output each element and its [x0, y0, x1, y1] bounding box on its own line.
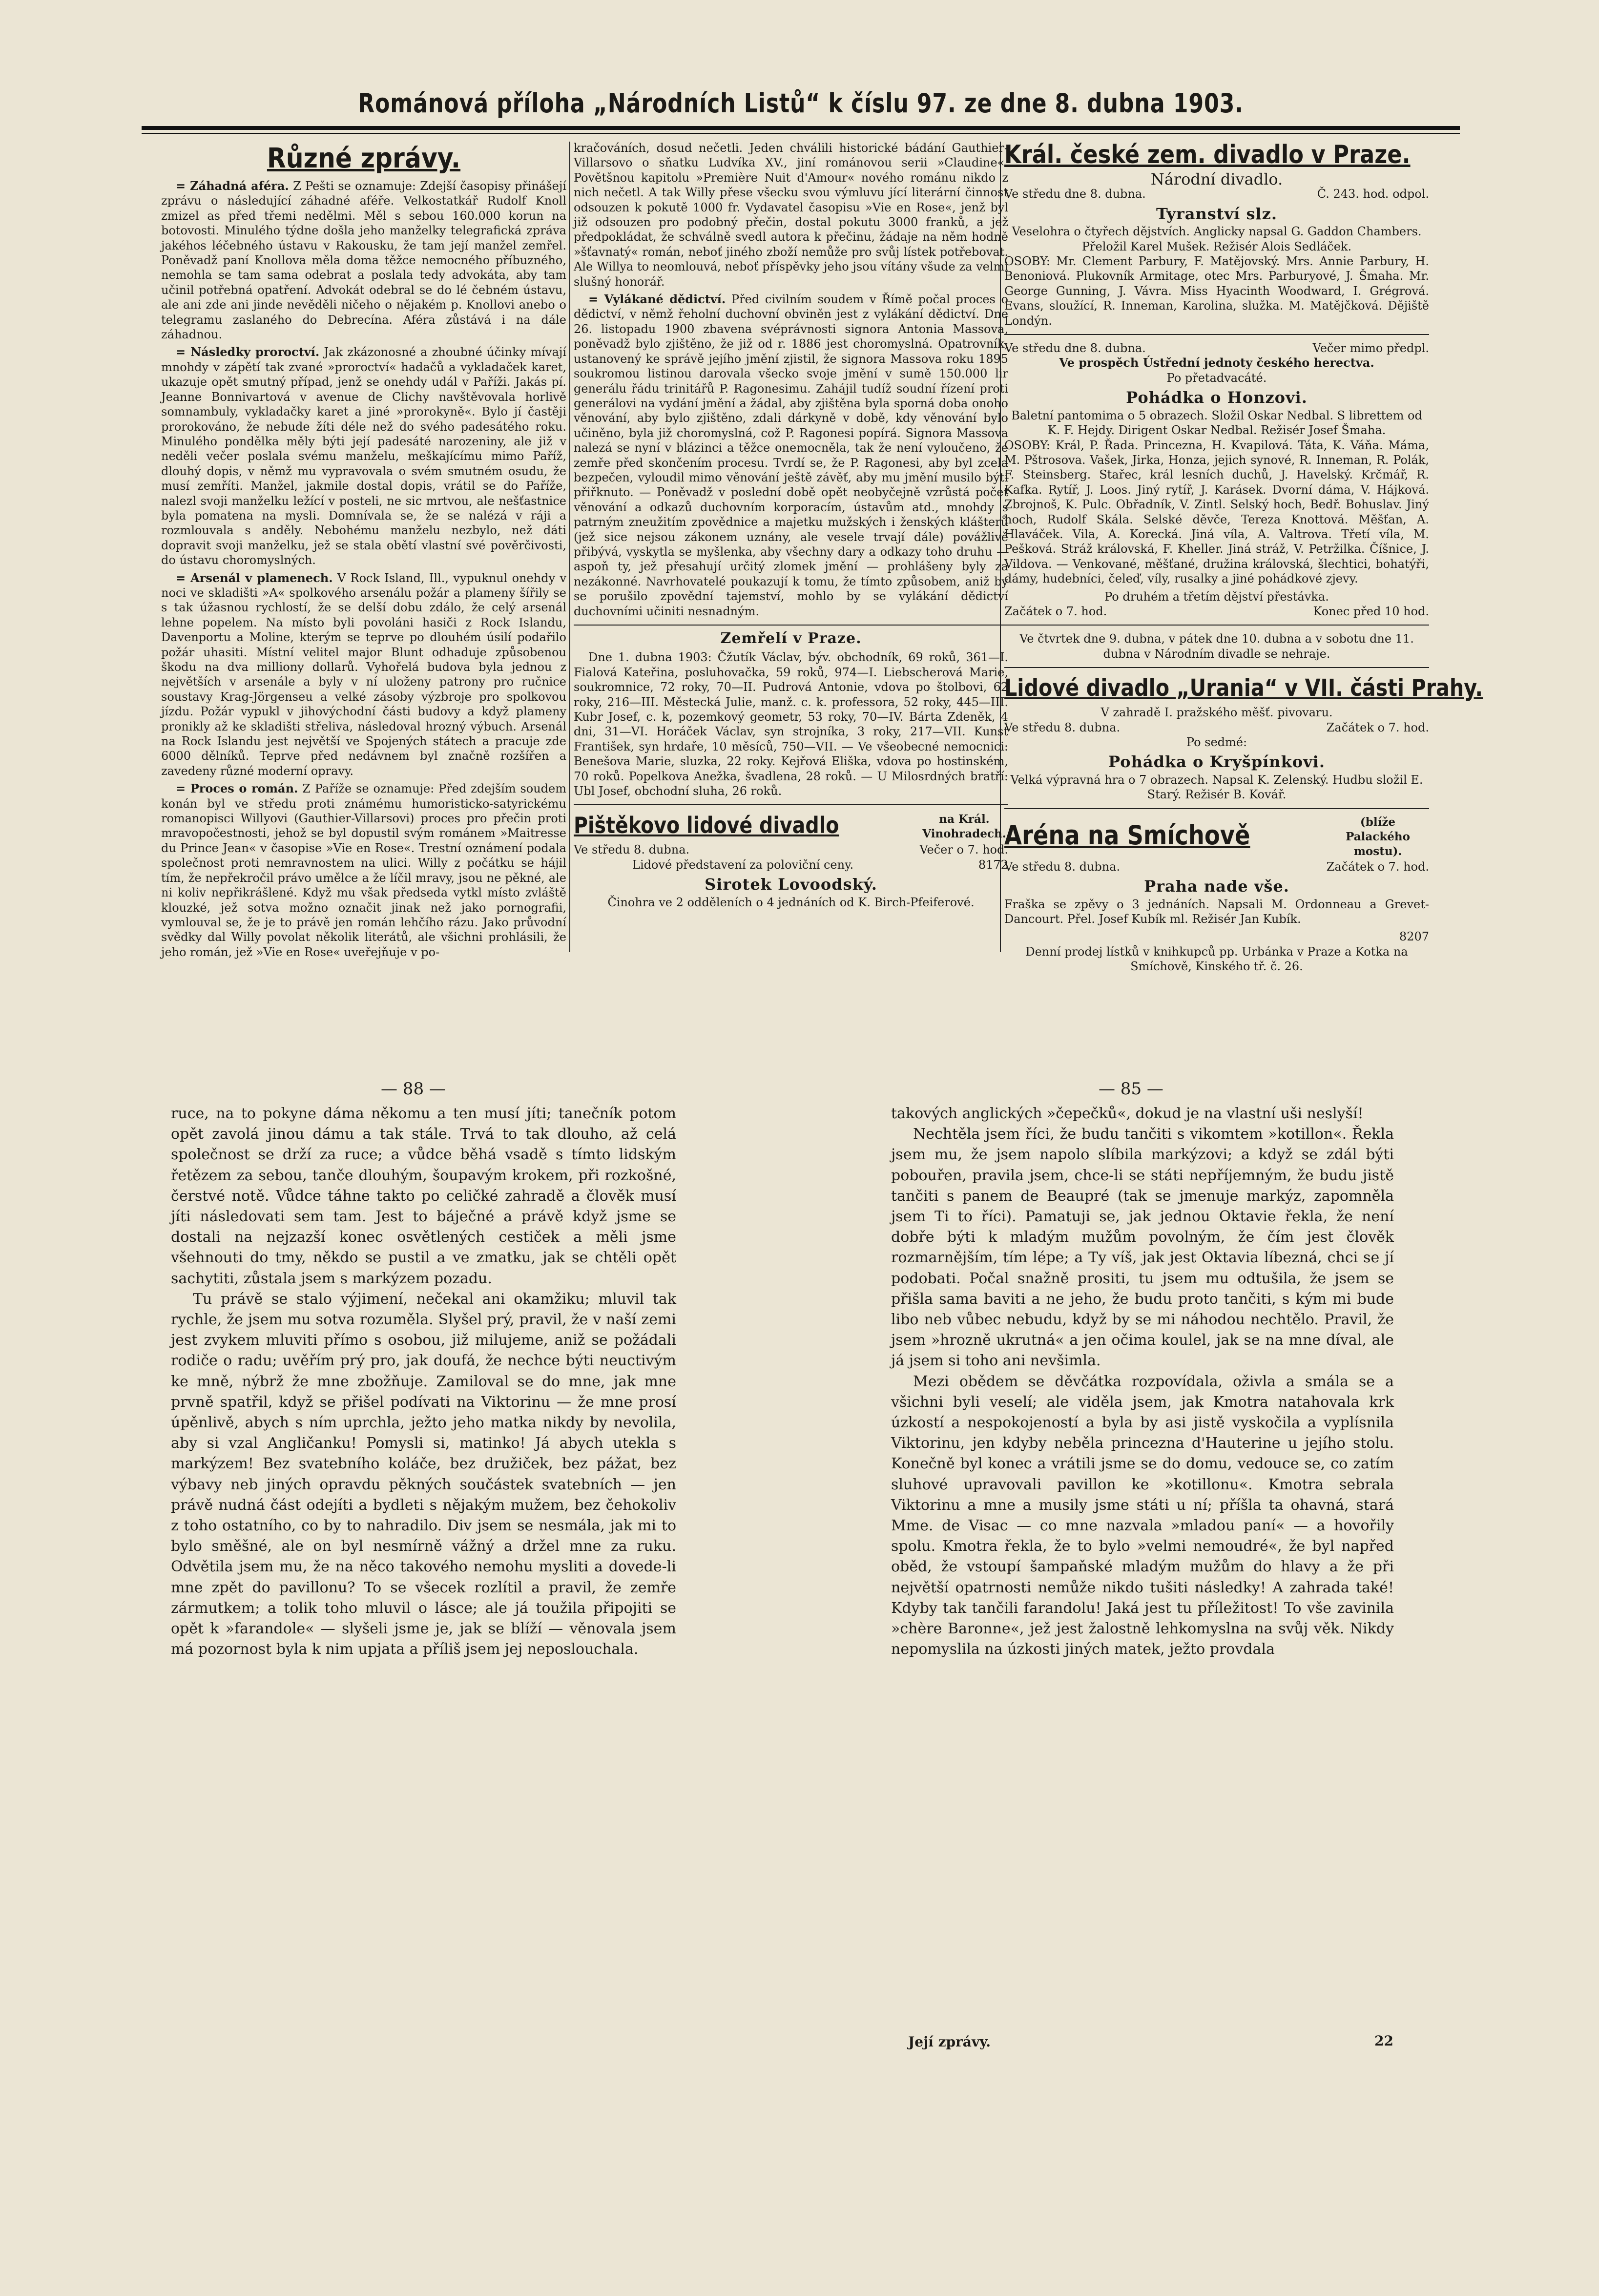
column-divider [569, 142, 570, 952]
end-time: Konec před 10 hod. [1313, 604, 1429, 618]
story-paragraph: Tu právě se stalo výjimení, nečekal ani okamžiku; mluvil tak rychle, že jsem mu sotva rozuměla. Slyšel prý, pravil, že v naší zemi jest zvykem mluviti přímo s osobou, již milujeme, aniž se požádali rodiče o radu; uvěřím prý pro, jak doufá, že nechce býti neuctivým ke mně, nýbrž že mne zbožňuje. Zamiloval se do mne, jak mne prvně spatřil, když se přišel podívati na Viktorinu — že mne prosí úpěnlivě, abych s ním uprchla, ježto jeho matka nikdy by nevolila, aby si vzal Angličanku! Pomysli si, matinko! Já abych utekla s markýzem! Bez svatebního koláče, bez družiček, bez pážat, bez výbavy neb jiných opravdu pěkných součástek svatebních — jen právě nudná část odejíti a bydleti s nějakým mužem, bez čehokoliv z toho ostatního, co by to nahradilo. Div jsem se nesmála, jak mi to bylo směšné, ale on byl nesmírně vážný a držel mne za ruku. Odvětila jsem mu, že na něco takového nemohu mysliti a dovede-li mne zpět do pavillonu? To se všecek rozlítil a pravil, že zemře zármutkem; a tolik toho mluvil o lásce; ale já toužila připojiti se opět k »farandole« — slyšeli jsme je, jak se blíží — věnovala jsem má pozornost byla k nim upjata a příliš jsem jej neposlouchala. [171, 1290, 676, 1658]
show-date: Ve středu dne 8. dubna. [1004, 341, 1146, 355]
section-title: Různé zprávy. [267, 143, 461, 174]
show-code: Č. 243. hod. odpol. [1317, 187, 1429, 201]
play-description: Veselohra o čtyřech dějstvích. Anglicky napsal G. Gaddon Chambers. Přeložil Karel Mušek. Režisér Alois Sedláček. [1012, 225, 1422, 253]
divider [574, 804, 1008, 805]
news-item: = Vylákané dědictví. Před civilním soudem v Římě počal proces o dědictví, v němž řeholní duchovní obviněn jest z vylákání dědictví. Dne 26. listopadu 1900 zbavena svéprávnosti signora Antonia Massova, poněvadž bylo zjištěno, že již od r. 1886 jest choromyslná. Opatrovník, ustanovený ke správě jejího jmění zjistil, že signora Massova roku 1895 soukromou listinou darovala všecko svoje jmění v sumě 150.000 lir generálu řádu trinitářů P. Ragonesimu. Zahájil tudíž soudní řízení proti generálovi na vydání jmění a žádal, aby zjištěna byla sporná doba onoho věnování, aby bylo zjištěno, zdali dárkyně v době, kdy věnování bylo učiněno, byla již choromyslná, což P. Ragonesi popírá. Signora Massova nalezá se nyní v blázinci a těžce onemocněla, tak že není vyloučeno, že zemře před skončením procesu. Tvrdí se, že P. Ragonesi, aby byl zcela bezpečen, vyloudil mimo věnování ještě závěť, aby mu jmění musilo býti přiřknuto. — Poněvadž v poslední době opět neobyčejně vzrůstá počet věnování a odkazů duchovním korporacím, ústavům atd., mnohdy s patrným zneužitím zpovědnice a majetku mužských i ženských klášterů (jež sice nejsou zákonem uznány, ale vesele trvají dále) povážlivě přibývá, vyskytla se myšlenka, aby všechny dary a odkazy toho druhu — aspoň ty, jež přesahují určitý zlomek jmění — prohlášeny byly za nezákonné. Navrhovatelé poukazují k tomu, že tímto způsobem, aniž by se porušilo zpovědní tajemství, mohlo by se vylákání dědictví duchovními učiniti nesnadným. [574, 292, 1008, 618]
story-paragraph: ruce, na to pokyne dáma někomu a ten musí jíti; tanečník potom opět zavolá jinou dámu a tak stále. Trvá to tak dlouho, až celá společnost se drží za ruce; a vůdce běhá vsadě s tímto lidským řetězem za sebou, tanče dlouhým, šoupavým krokem, při rozkošné, čerstvé notě. Vůdce táhne takto po celičké zahradě a člověk musí jíti následovati sem tam. Jest to báječné a právě když jsme se dostali na nejzazší konec osvětlených cestiček a měli jsme všehnouti do tmy, někdo se pustil a ve zmatku, jak se chtěli opět sachytiti, zůstala jsem s markýzem pozadu. [171, 1105, 676, 1287]
signature-line: Její zprávy. [908, 2034, 991, 2050]
play-title: Praha nade vše. [1144, 877, 1289, 896]
show-date: Ve středu 8. dubna. [1004, 859, 1121, 874]
masthead: Románová příloha „Národních Listů“ k číslu 97. ze dne 8. dubna 1903. [358, 88, 1244, 119]
show-time: Začátek o 7. hod. [1326, 720, 1429, 734]
theatre-title: Král. české zem. divadlo v Praze. [1004, 140, 1411, 169]
ad-code: 8207 [1399, 930, 1429, 944]
masthead-rule-thin [142, 133, 1460, 134]
play-title: Pohádka o Honzovi. [1126, 388, 1308, 407]
cast-list: OSOBY: Král, P. Řada. Princezna, H. Kvapilová. Táta, K. Váňa. Máma, M. Pštrosova. Vašek, Jirka, Honza, jejich synové, R. Inneman, R. Polák, F. Steinsberg. Stařec, král lesních duchů, J. Havelský. Krčmář, R. Kafka. Rytíř, J. Loos. Jiný rytíř, J. Karásek. Dvorní dáma, V. Hájková. Zbrojnoš, K. Pulc. Obřadník, V. Zintl. Selský hoch, Bedř. Bohuslav. Jiný hoch, Rudolf Skála. Selské děvče, Tereza Knottová. Měšťan, A. Hlaváček. Vila, A. Korecká. Jiná víla, A. Valtrova. Třetí víla, M. Pešková. Stráž královská, F. Kheller. Jiná stráž, V. Petržilka. Číšnice, J. Vildova. — Venkované, měšťané, družina královská, šlechtici, bohatýři, dámy, hudebníci, čeleď, víly, rusalky a jiné pohádkové zjevy. [1004, 438, 1429, 586]
show-time: Začátek o 7. hod. [1326, 859, 1429, 874]
intermission-note: Po druhém a třetím dějství přestávka. [1104, 589, 1329, 604]
divider [1004, 808, 1429, 809]
play-description: Baletní pantomima o 5 obrazech. Složil Oskar Nedbal. S librettem od K. F. Hejdy. Dirigent Oskar Nedbal. Režisér Josef Šmaha. [1011, 408, 1422, 438]
benefit-note: Ve prospěch Ústřední jednoty českého herectva. [1059, 355, 1374, 370]
show-time: Večer o 7. hod. [919, 843, 1008, 857]
page-number: — 88 — [381, 1079, 446, 1099]
performance-count: Po sedmé: [1186, 735, 1247, 749]
news-item: = Záhadná aféra. Z Pešti se oznamuje: Zdejší časopisy přinášejí zprávu o následující záhadné aféře. Velkostatkář Rudolf Knoll zmizel as před třemi nedělmi. Měl s sebou 160.000 korun na botovosti. Minulého týdne došla jeho manželky telegrafická zpráva jakéhos léčebného ústavu v Rakousku, že tam její manžel zemřel. Poněvadž paní Knollova měla doma těžce nemocného příbuzného, nemohla se tam sama odebrat a poslala tedy advokáta, aby tam učinil potřebná opatření. Advokát odebral se do lé čebném ústavu, ale ani zde ani jinde nevěděli ničeho o nějakém p. Knollovi anebo o telegramu zaslaného do Debrecína. Aféra zůstává i na dále záhadnou. [161, 179, 566, 342]
sheet-number: 22 [1374, 2033, 1393, 2049]
ad-code: 8172 [978, 857, 1008, 872]
play-description: Velká výpravná hra o 7 obrazech. Napsal K. Zelenský. Hudbu složil E. Starý. Režisér B. Kovář. [1010, 772, 1423, 802]
theatre-location: (blíže Palackého mostu). [1346, 815, 1410, 858]
divider [574, 625, 1008, 626]
show-date: Ve středu 8. dubna. [1004, 720, 1121, 734]
divider [1004, 667, 1429, 668]
play-title: Pohádka o Kryšpínkovi. [1108, 752, 1325, 772]
story-paragraph: takových anglických »čepečků«, dokud je na vlastní uši neslyší! [891, 1105, 1364, 1122]
story-column [171, 1104, 676, 2056]
deaths-title: Zemřelí v Praze. [720, 630, 862, 647]
show-date: Ve středu 8. dubna. [574, 843, 690, 857]
performance-count: Po přetadvacáté. [1166, 371, 1267, 385]
masthead-rule [142, 126, 1460, 130]
story-paragraph: Mezi obědem se děvčátka rozpovídala, oživla a smála se a všichni byli veselí; ale viděla jsem, jak Kmotra natahovala krk úzkostí a nespokojeností a byla by asi jistě vyskočila a vyplísnila Viktorinu, jen kdyby neběla princezna d'Hauterine u jejího stolu. Konečně byl konec a vrátili jsme se do domu, vedouce se, co zatím sluhové upravovali pavillon ke »kotillonu«. Kmotra sebrala Viktorinu a mne a musily jsme státi u ní; příšla ta ohavná, stará Mme. de Visac — co mne nazvala »mladou paní« — a hovořily spolu. Kmotra řekla, že to bylo »velmi nemoudré«, že byl napřed oběd, že vstoupí šampaňské mladým mužům do hlavy a že při největší opatrnosti nemůže nikdo tušiti následky! A zahrada také! Kdyby tak tančili farandolu! Jaká jest tu příležitost! To vše zavinila »chère Baronne«, jež jest žalostně lehkomyslna na svůj věk. Nikdy nepomyslila na úzkosti jiných matek, ježto provdala [891, 1373, 1394, 1658]
news-item-continued: kračováních, dosud nečetli. Jeden chválili historické bádání Gauthier-Villarsovo o sňatku Ludvíka XV., jiní románovou serii »Claudine«. Povětšnou kapitolu »Première Nuit d'Amour« nového románu nikdo z nich nečetl. A tak Willy přese všecku svou výmluvu jící literární činnost odsouzen k pokutě 1000 fr. Vydavatel časopisu »Vie en Rose«, jenž byl již odsouzen pro podobný přečin, dostal pokutu 3000 franků, a jež předpokládat, že schválně svedl autora k přečinu, žádaje na něm hodně »šťavnatý« román, neboť jiného zboží nemůže pro svůj lístek potřebovat. Ale Willya to neomlouvá, neboť příspěvky jeho jsou vítány všude za velmi slušný honorář. [574, 141, 1008, 289]
story-column [891, 1104, 1394, 2056]
show-note: Lidové představení za poloviční ceny. [632, 857, 854, 872]
news-item: = Následky proroctví. Jak zkázonosné a zhoubné účinky mívají mnohdy v zápětí tak zvané »proroctví« hadačů a vykladaček karet, ukazuje opět smutný případ, jenž se onehdy udál v Paříži. Jakás pí. Jeanne Bonnivartová v avenue de Clichy navštěvovala horlivě somnambuly, vykladačky karet a jiné »prorokyně«. Bylo jí častěji prorokováno, že nebude žíti déle než do svého padesátého roku. Minulého pondělka měly býti její padesáté narozeniny, ale již v neděli večer poslala svému manželu, meškajícímu mimo Paříž, dlouhý dopis, v němž mu vypravovala o svém smutném osudu, že musí zemříti. Manžel, jakmile dostal dopis, vrátil se do Paříže, nalezl svoji manželku ležící v posteli, ne sic mrtvou, ale nešťastnice byla pomatena na mysli. Domnívala se, že se nalézá v ráji a rozmlouvala s anděly. Nebohému manželu nezbylo, než dáti dopravit svoji manželku, jež se stala obětí vlastní své pověrčivosti, do ústavu choromyslných. [161, 345, 567, 567]
theatre-location: V zahradě I. pražského měšť. pivovaru. [1101, 706, 1333, 720]
news-column [574, 141, 1008, 1005]
news-item: = Arsenál v plamenech. V Rock Island, Ill., vypuknul onehdy v noci ve skladišti »A« spolkového arsenálu požár a plameny šířily se s tak úžasnou rychlostí, že se delší dobu zdálo, že celý arsenál lehne popelem. Na místo byli povoláni hasiči z Rock Islandu, Davenportu a Moline, kterým se teprve po dlouhém úsilí podařilo požár uhasiti. Místní velitel major Blunt odhaduje způsobenou škodu na dva milliony dollarů. Vyhořelá budova byla jednou z největších v arsenále a byly v ní uloženy patrony pro ručnice soustavy Krag-Jörgenseu a velké zásoby výzbroje pro spolkovou jízdu. Požár vypukl v jihovýchodní části budovy a když plameny pronikly až ke skladišti střeliva, následoval hrozný výbuch. Arsenál na Rock Islandu jest největší ve Spojených státech a pracuje zde 6000 dělníků. Teprve před nedávnem byl značně rozšířen a zavedeny různé moderní opravy. [161, 570, 566, 778]
theatre-title: Lidové divadlo „Urania“ v VII. části Prahy. [1004, 674, 1483, 702]
cast-list: OSOBY: Mr. Clement Parbury, F. Matějovský. Mrs. Annie Parbury, H. Benoniová. Plukovník Armitage, otec Mrs. Parburyové, J. Šmaha. Mr. George Gunning, J. Vávra. Miss Hyacinth Woodward, I. Grégrová. Evans, sloužící, R. Inneman, Karolina, služka. M. Matějčková. Dějiště Londýn. [1004, 254, 1429, 328]
play-description: Činohra ve 2 odděleních o 4 jednáních od K. Birch-Pfeiferové. [607, 895, 975, 909]
divider [1004, 625, 1429, 626]
news-column [161, 141, 566, 1005]
story-paragraph: Nechtěla jsem říci, že budu tančiti s vikomtem »kotillon«. Řekla jsem mu, že jsem napolo slíbila markýzovi; a když se zdál býti pobouřen, pravila jsem, chce-li se státi nepříjemným, že budu jistě tančiti s panem de Beaupré (tak se jmenuje markýz, zapomněla jsem Ti to říci). Pamatuji se, jak jednou Oktavie řekla, že není dobře býti k mladým mužům povolným, že čím jest člověk rozmarnějším, tím lépe; a Ty víš, jak jest Oktavia líbezná, chci se jí podobati. Počal snažně prositi, tu jsem mu odtušila, že jsem se přišla sama baviti a ne jeho, že budu proto tančiti, s kým mi bude libo neb vůbec nebudu, když by se mi náhodou nechtělo. Pravil, že jsem »hrozně ukrutná« a jen očima koulel, jak se na mne díval, ale já jsem si toho ani nevšimla. [891, 1126, 1394, 1370]
ticket-sale-note: Denní prodej lístků v knihkupců pp. Urbánka v Praze a Kotka na Smíchově, Kinského tř. č. 26. [1025, 944, 1408, 974]
play-title: Tyranství slz. [1156, 204, 1277, 223]
schedule-note: Ve čtvrtek dne 9. dubna, v pátek dne 10. dubna a v sobotu dne 11. dubna v Národním divadle se nehraje. [1019, 632, 1414, 661]
show-date: Ve středu dne 8. dubna. [1004, 187, 1146, 201]
news-item: = Proces o román. Z Paříže se oznamuje: Před zdejším soudem konán byl ve středu proti známému humoristicko-satyrickému romanopisci Willyovi (Gauthier-Villarsovi) proces pro přečin proti mravopočestnosti, jehož se byl dopustil svým románem »Maitresse du Prince Jean« v časopise »Vie en Rose«. Trestní oznámení podala společnost proti nemravnostem na ulici. Willy z počátku se hájil tím, že nepřekročil právo umělce a že líčil mravy, jsou ne pěkné, ale ni koliv nepřikrášlené. Když mu však předseda vytkl místo zvláště klouzké, jež sotva možno označit jinak než jako pornografii, vymlouval se, že je to právě jen román lehčího rázu. Jako průvodní svědky dal Willy povolat několik literátů, ale všichni prohlásili, že jeho román, jež »Vie en Rose« uveřejňuje v po- [161, 781, 566, 959]
show-time: Večer mimo předpl. [1312, 341, 1429, 355]
theatre-location: na Král. Vinohradech. [922, 813, 1006, 841]
page-number: — 85 — [1099, 1079, 1163, 1099]
theatre-title: Aréna na Smíchově [1004, 820, 1250, 851]
deaths-list: Dne 1. dubna 1903: Čžutík Václav, býv. obchodník, 69 roků, 361—I. Fialová Kateřina, posluhovačka, 59 roků, 974—I. Liebscherová Marie, soukromnice, 72 roky, 70—II. Pudrová Antonie, vdova po štolbovi, 62 roky, 216—III. Městecká Julie, manž. c. k. professora, 52 roky, 445—III. Kubr Josef, c. k, pozemkový geometr, 53 roky, 70—IV. Bárta Zdeněk, 4 dni, 31—VI. Horáček Václav, syn strojníka, 3 roky, 217—VII. Kunst František, syn hrdaře, 10 měsíců, 750—VII. — Ve všeobecné nemocnici: Benešova Marie, sluzka, 22 roky. Kejřová Eliška, vdova po hostinském, 70 roků. Popelkova Anežka, švadlena, 28 roků. — U Milosrdných bratří: Ubl Josef, obchodní sluha, 26 roků. [574, 650, 1008, 798]
theatre-title: Pištěkovo lidové divadlo [574, 812, 839, 839]
divider [1004, 334, 1429, 335]
start-time: Začátek o 7. hod. [1004, 604, 1107, 618]
theatre-subtitle: Národní divadlo. [1150, 170, 1283, 188]
play-description: Fraška se zpěvy o 3 jednáních. Napsali M. Ordonneau a Grevet-Dancourt. Přel. Josef Kubík ml. Režisér Jan Kubík. [1004, 897, 1429, 926]
theatre-column [1004, 140, 1483, 1005]
play-title: Sirotek Lovoodský. [705, 875, 877, 894]
